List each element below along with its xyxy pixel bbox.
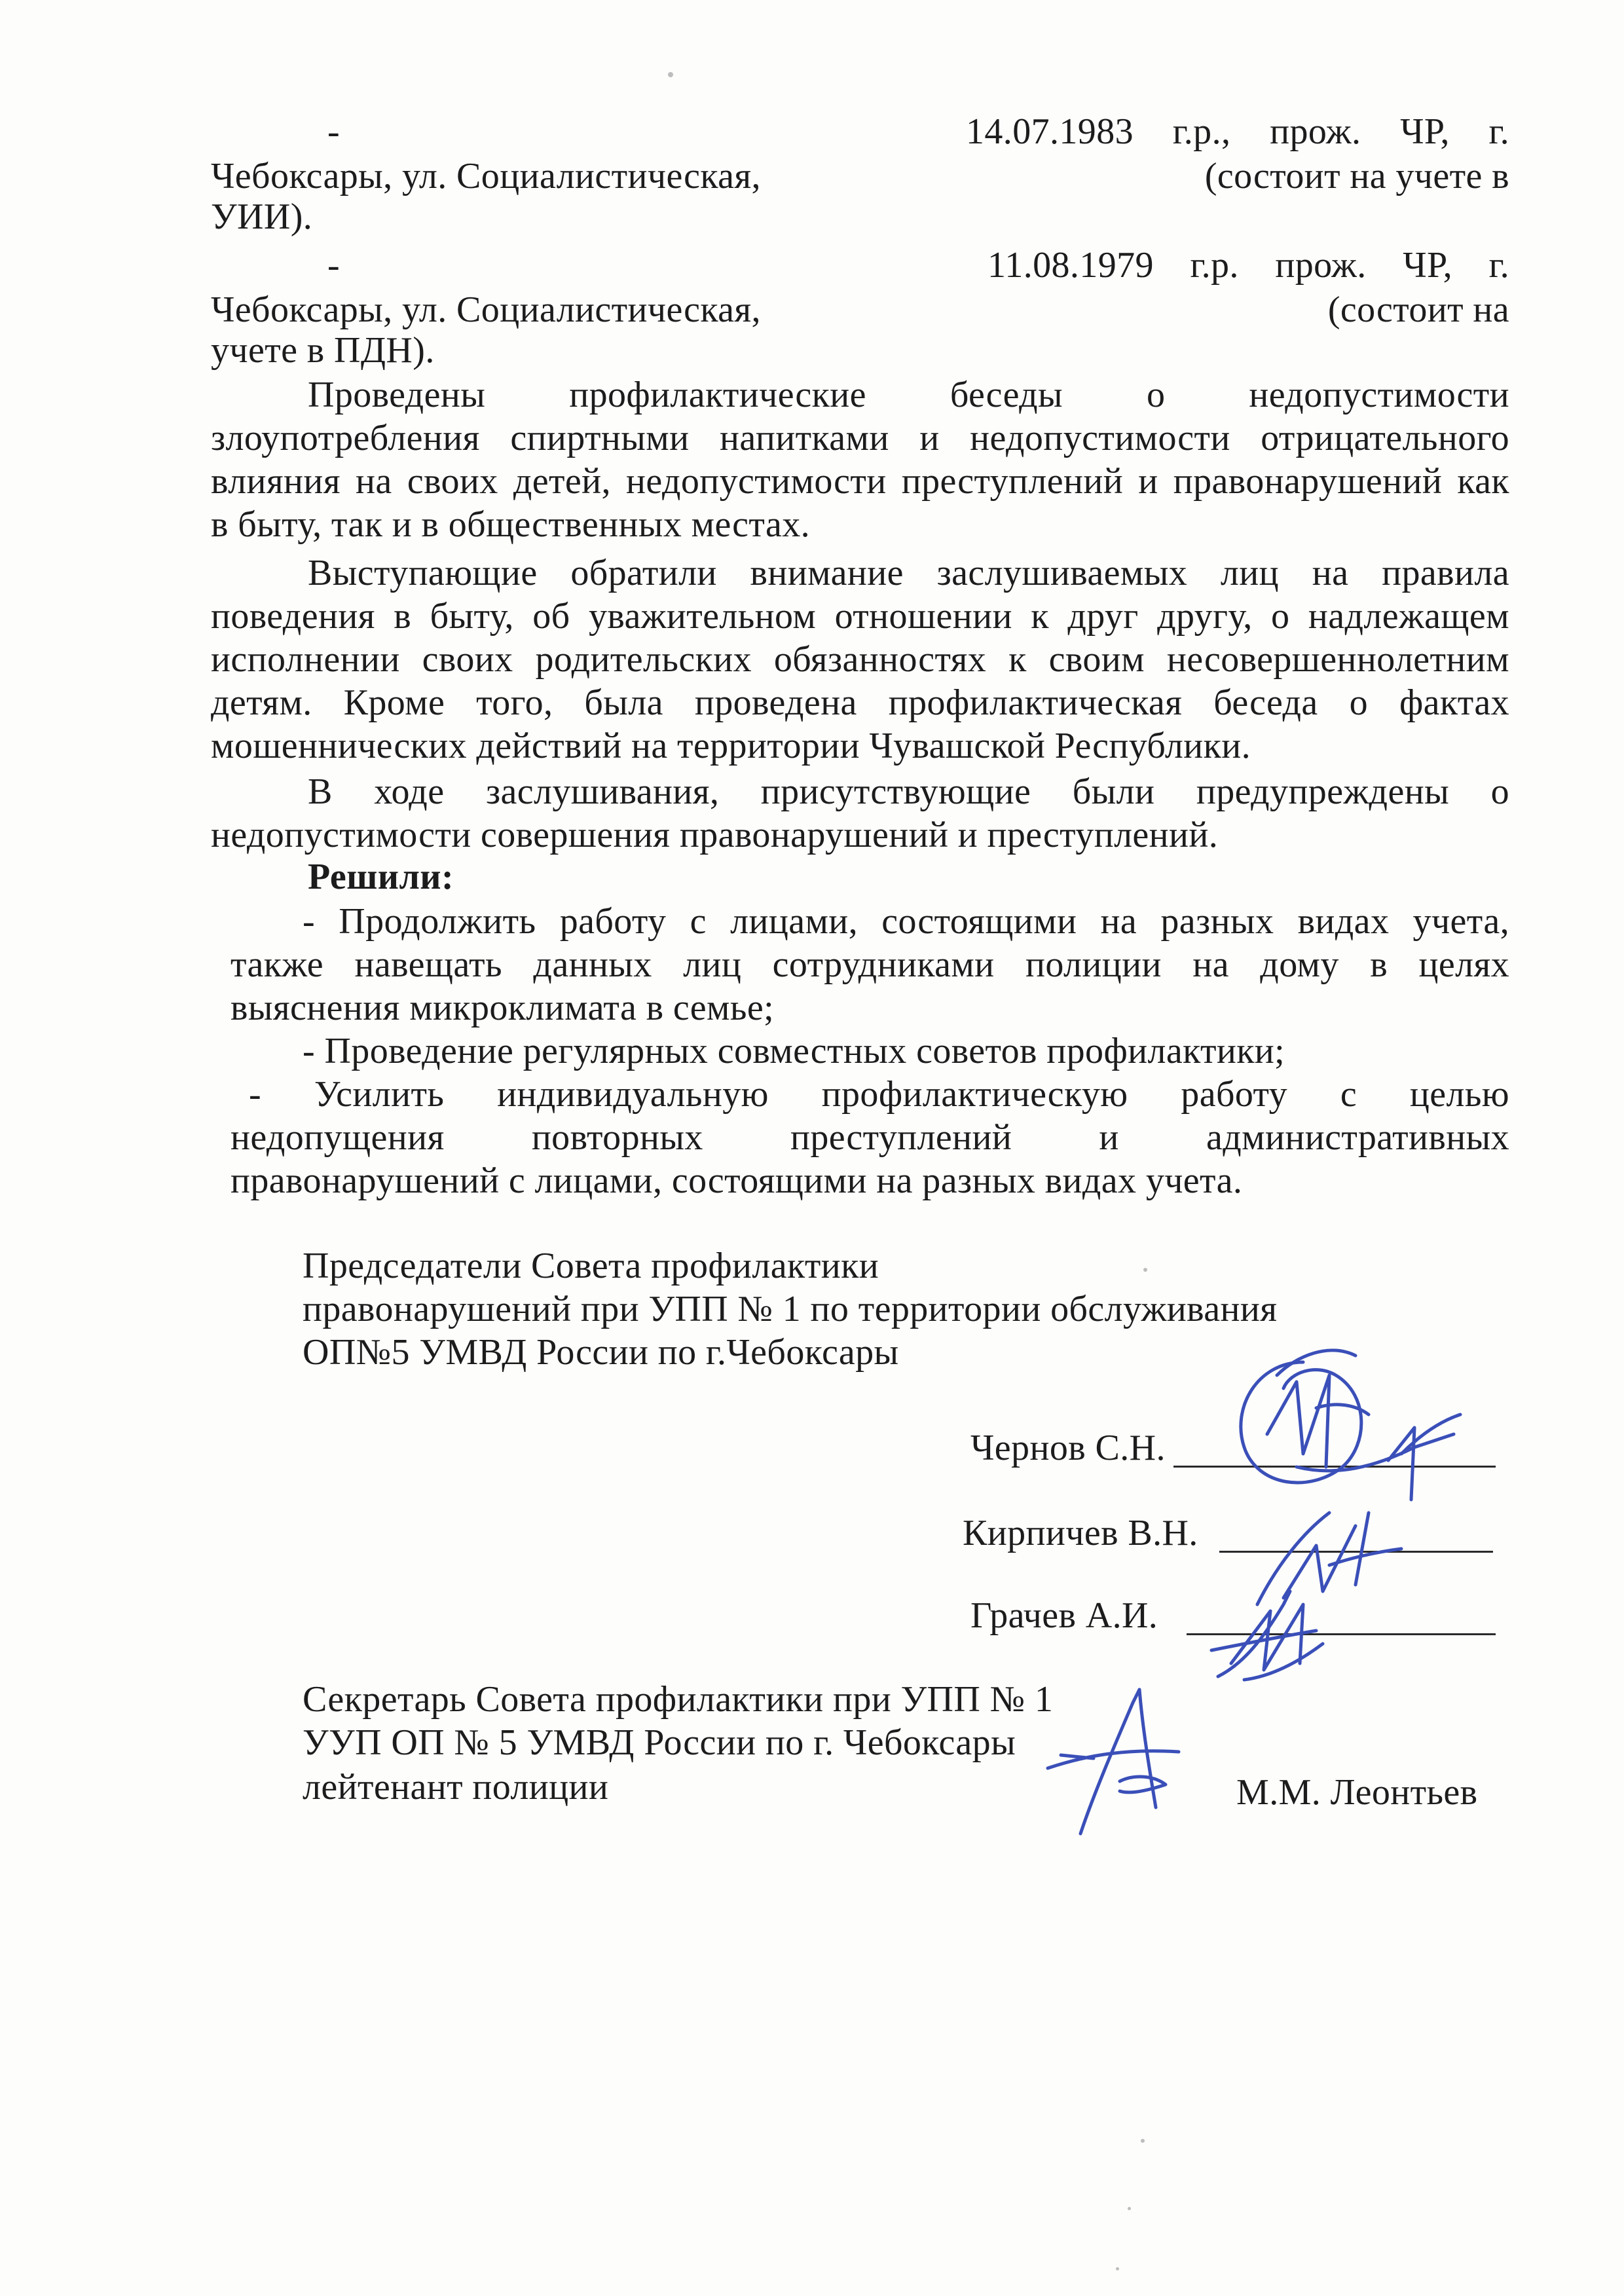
item3-line-1: - Усилить индивидуальную профилактическую работу с целью [249, 1074, 1509, 1115]
chairs-title-1: Председатели Совета профилактики [303, 1246, 879, 1286]
para1-line-4: в быту, так и в общественных местах. [211, 504, 810, 545]
scan-speck [668, 72, 673, 77]
person2-street: Чебоксары, ул. Социалистическая, [211, 289, 761, 330]
chairs-title-3: ОП№5 УМВД России по г.Чебоксары [303, 1332, 899, 1373]
para2-line-5: мошеннических действий на территории Чувашской Республики. [211, 726, 1251, 766]
scan-speck [1116, 2267, 1119, 2270]
decided-heading: Решили: [308, 857, 454, 897]
chairs-title-2: правонарушений при УПП № 1 по территории обслуживания [303, 1289, 1278, 1329]
person1-dob-line [966, 110, 1509, 153]
person1-dob: 14.07.1983 [966, 111, 1134, 152]
person2-dob: 11.08.1979 [987, 245, 1154, 286]
item2: - Проведение регулярных совместных советов профилактики; [303, 1031, 1285, 1071]
para2-line-3: исполнении своих родительских обязанностях к своим несовершеннолетним [211, 639, 1509, 680]
secretary-name: М.М. Леонтьев [1236, 1772, 1478, 1813]
para3-line-1: В ходе заслушивания, присутствующие были предупреждены о [308, 771, 1509, 812]
person1-dash: - [327, 111, 341, 152]
person1-dob-suffix: г.р., [1172, 111, 1231, 152]
para2-line-1: Выступающие обратили внимание заслушиваемых лиц на правила [308, 553, 1509, 593]
para2-line-2: поведения в быту, об уважительном отношении к друг другу, о надлежащем [211, 596, 1509, 637]
item1-line-1: - Продолжить работу с лицами, состоящими на разных видах учета, [303, 901, 1509, 942]
person2-address-b: ЧР, [1403, 245, 1452, 286]
chair-name-chernov: Чернов С.Н. [970, 1428, 1166, 1468]
person1-status: (состоит на учете в [1204, 156, 1509, 196]
person2-dob-line [987, 244, 1509, 287]
signature-grachev [1192, 1565, 1375, 1696]
para1-line-3: влияния на своих детей, недопустимости преступлений и правонарушений как [211, 461, 1509, 502]
person2-address-c: г. [1488, 245, 1510, 286]
para3-line-2: недопустимости совершения правонарушений и преступлений. [211, 815, 1219, 855]
secretary-line-2: УУП ОП № 5 УМВД России по г. Чебоксары [303, 1722, 1016, 1763]
person1-address-a: прож. [1270, 111, 1361, 152]
person2-status: (состоит на [1327, 289, 1509, 330]
person1-address-c: г. [1488, 111, 1509, 152]
secretary-line-3: лейтенант полиции [303, 1767, 609, 1807]
secretary-line-1: Секретарь Совета профилактики при УПП № 1 [303, 1679, 1054, 1720]
person2-dob-suffix: г.р. [1190, 245, 1239, 286]
item3-line-2: недопущения повторных преступлений и административных [231, 1117, 1509, 1158]
item1-line-3: выяснения микроклимата в семье; [231, 988, 775, 1028]
scan-speck [1128, 2207, 1131, 2210]
item3-line-3: правонарушений с лицами, состоящими на разных видах учета. [231, 1160, 1243, 1201]
person2-status-end: учете в ПДН). [211, 330, 435, 371]
para1-line-1: Проведены профилактические беседы о недопустимости [308, 375, 1509, 415]
chair-name-grachev: Грачев А.И. [970, 1595, 1158, 1636]
person2-dash: - [327, 245, 341, 286]
scan-speck [1141, 2139, 1145, 2143]
para1-line-2: злоупотребления спиртными напитками и недопустимости отрицательного [211, 418, 1509, 458]
person1-address-b: ЧР, [1400, 111, 1450, 152]
signature-leontiev [1022, 1676, 1218, 1847]
scan-speck [1143, 1268, 1147, 1272]
item1-line-2: также навещать данных лиц сотрудниками полиции на дому в целях [231, 944, 1509, 985]
para2-line-4: детям. Кроме того, была проведена профилактическая беседа о фактах [211, 682, 1509, 723]
person1-street: Чебоксары, ул. Социалистическая, [211, 156, 761, 196]
person2-address-a: прож. [1275, 245, 1367, 286]
person1-status-end: УИИ). [211, 196, 313, 237]
chair-name-kirpichev: Кирпичев В.Н. [963, 1513, 1198, 1553]
